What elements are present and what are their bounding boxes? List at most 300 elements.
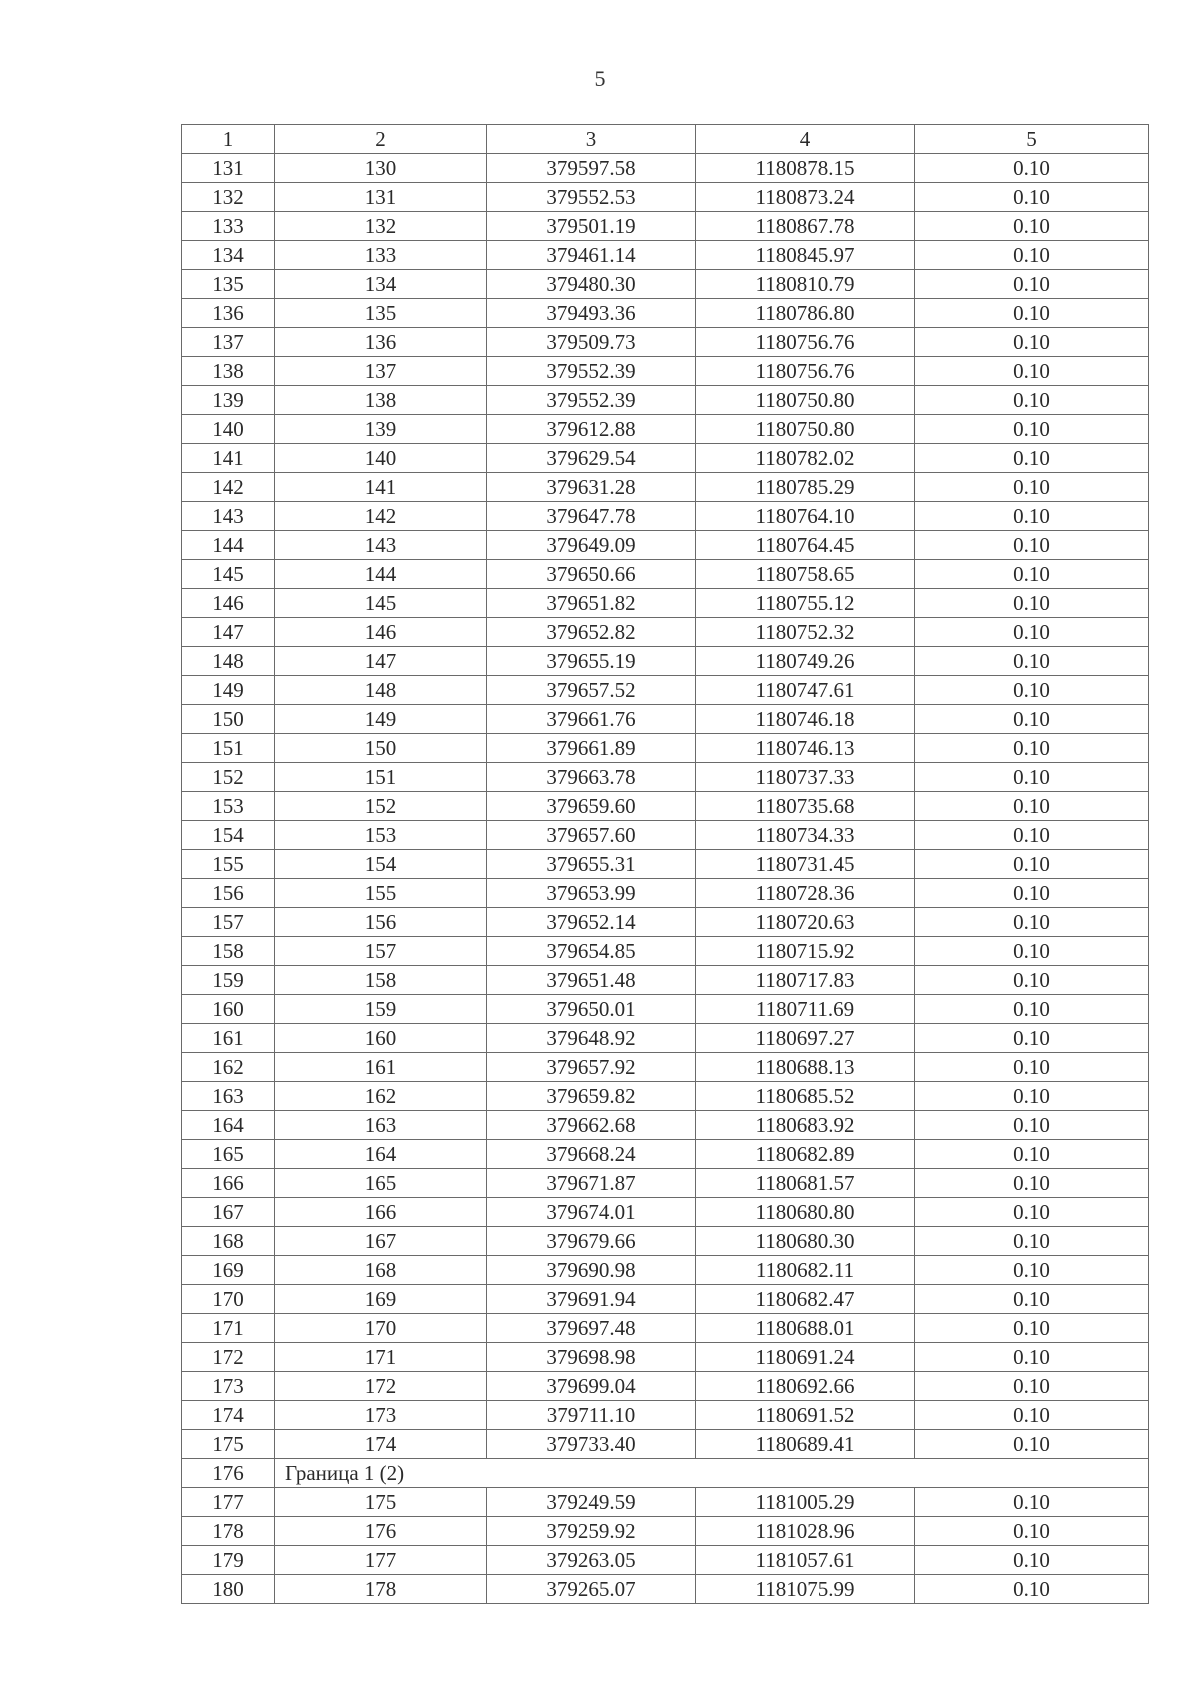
table-row xyxy=(182,1198,1149,1227)
table-cell: 379629.54 xyxy=(487,444,696,473)
table-cell: 0.10 xyxy=(915,937,1149,966)
table-cell: 0.10 xyxy=(915,1488,1149,1517)
table-row xyxy=(182,734,1149,763)
table-cell: 1180747.61 xyxy=(696,676,915,705)
table-cell: 1180737.33 xyxy=(696,763,915,792)
table-cell: 166 xyxy=(275,1198,487,1227)
table-cell: 136 xyxy=(182,299,275,328)
table-cell: 0.10 xyxy=(915,792,1149,821)
table-cell: 165 xyxy=(182,1140,275,1169)
table-cell: 0.10 xyxy=(915,328,1149,357)
table-row xyxy=(182,618,1149,647)
table-cell: 135 xyxy=(275,299,487,328)
table-cell: 0.10 xyxy=(915,1285,1149,1314)
table-cell: 173 xyxy=(275,1401,487,1430)
table-cell: 379263.05 xyxy=(487,1546,696,1575)
table-cell: 379480.30 xyxy=(487,270,696,299)
table-cell: 0.10 xyxy=(915,386,1149,415)
table-row xyxy=(182,937,1149,966)
table-cell: 169 xyxy=(275,1285,487,1314)
table-cell: 0.10 xyxy=(915,1256,1149,1285)
table-cell: 0.10 xyxy=(915,1169,1149,1198)
table-cell: 0.10 xyxy=(915,1082,1149,1111)
table-row xyxy=(182,299,1149,328)
table-cell: 1180682.11 xyxy=(696,1256,915,1285)
table-cell: 158 xyxy=(275,966,487,995)
table-cell: 1180756.76 xyxy=(696,357,915,386)
table-cell: 1180750.80 xyxy=(696,386,915,415)
table-cell: 1180756.76 xyxy=(696,328,915,357)
table-cell: 138 xyxy=(275,386,487,415)
table-row xyxy=(182,560,1149,589)
table-cell: 140 xyxy=(275,444,487,473)
table-cell: 156 xyxy=(182,879,275,908)
table-cell: 147 xyxy=(275,647,487,676)
header-cell: 4 xyxy=(696,125,915,154)
table-cell: 379552.39 xyxy=(487,386,696,415)
table-cell: 172 xyxy=(182,1343,275,1372)
table-cell: 379501.19 xyxy=(487,212,696,241)
table-cell: 379631.28 xyxy=(487,473,696,502)
table-row xyxy=(182,1256,1149,1285)
table-cell: 379657.52 xyxy=(487,676,696,705)
table-cell: 0.10 xyxy=(915,1140,1149,1169)
table-cell: 170 xyxy=(275,1314,487,1343)
table-cell: 379249.59 xyxy=(487,1488,696,1517)
table-cell: 1180785.29 xyxy=(696,473,915,502)
table-cell: 379671.87 xyxy=(487,1169,696,1198)
table-cell: 1181075.99 xyxy=(696,1575,915,1604)
table-cell: 379651.82 xyxy=(487,589,696,618)
table-cell: 379265.07 xyxy=(487,1575,696,1604)
table-cell: 379650.01 xyxy=(487,995,696,1024)
table-cell: 161 xyxy=(275,1053,487,1082)
table-cell: 137 xyxy=(275,357,487,386)
table-cell: 0.10 xyxy=(915,1111,1149,1140)
table-cell: 168 xyxy=(275,1256,487,1285)
table-row xyxy=(182,1082,1149,1111)
table-cell: 0.10 xyxy=(915,647,1149,676)
table-cell: 152 xyxy=(275,792,487,821)
table-cell: 160 xyxy=(275,1024,487,1053)
table-cell: 379259.92 xyxy=(487,1517,696,1546)
table-row xyxy=(182,850,1149,879)
table-cell: 136 xyxy=(275,328,487,357)
table-cell: 132 xyxy=(275,212,487,241)
table-cell: 1180692.66 xyxy=(696,1372,915,1401)
table-cell: 1180720.63 xyxy=(696,908,915,937)
table-cell: 379668.24 xyxy=(487,1140,696,1169)
table-cell: 154 xyxy=(182,821,275,850)
table-cell: 1180682.89 xyxy=(696,1140,915,1169)
table-cell: 0.10 xyxy=(915,1575,1149,1604)
table-cell: 1181057.61 xyxy=(696,1546,915,1575)
table-cell: 171 xyxy=(182,1314,275,1343)
table-cell: 151 xyxy=(182,734,275,763)
table-cell: 170 xyxy=(182,1285,275,1314)
table-cell: 166 xyxy=(182,1169,275,1198)
table-cell: 379654.85 xyxy=(487,937,696,966)
table-cell: 0.10 xyxy=(915,1227,1149,1256)
table-cell: 0.10 xyxy=(915,908,1149,937)
table-cell: 0.10 xyxy=(915,212,1149,241)
table-row xyxy=(182,792,1149,821)
table-cell: 379691.94 xyxy=(487,1285,696,1314)
table-cell: 1180764.45 xyxy=(696,531,915,560)
coordinates-table xyxy=(181,124,1149,1604)
table-cell: 0.10 xyxy=(915,444,1149,473)
table-cell: 379597.58 xyxy=(487,154,696,183)
table-cell: 379661.89 xyxy=(487,734,696,763)
table-cell: 152 xyxy=(182,763,275,792)
table-row xyxy=(182,1517,1149,1546)
table-cell: 147 xyxy=(182,618,275,647)
table-row xyxy=(182,1024,1149,1053)
table-cell: 145 xyxy=(182,560,275,589)
table-row xyxy=(182,1343,1149,1372)
table-cell: 173 xyxy=(182,1372,275,1401)
table-cell: 154 xyxy=(275,850,487,879)
table-cell: 1180685.52 xyxy=(696,1082,915,1111)
table-cell: 176 xyxy=(182,1459,275,1488)
table-cell: 0.10 xyxy=(915,183,1149,212)
table-cell: 379612.88 xyxy=(487,415,696,444)
table-cell: 177 xyxy=(182,1488,275,1517)
table-row xyxy=(182,647,1149,676)
table-cell: 1180746.13 xyxy=(696,734,915,763)
table-cell: 163 xyxy=(182,1082,275,1111)
table-cell: 0.10 xyxy=(915,1314,1149,1343)
table-cell: 379648.92 xyxy=(487,1024,696,1053)
table-cell: 141 xyxy=(275,473,487,502)
table-cell: 1180746.18 xyxy=(696,705,915,734)
table-cell: 140 xyxy=(182,415,275,444)
table-cell: 0.10 xyxy=(915,1053,1149,1082)
table-cell: 143 xyxy=(182,502,275,531)
table-row xyxy=(182,444,1149,473)
table-row xyxy=(182,1488,1149,1517)
table-cell: 0.10 xyxy=(915,995,1149,1024)
table-cell: 379657.92 xyxy=(487,1053,696,1082)
table-cell: 1180691.24 xyxy=(696,1343,915,1372)
table-cell: 143 xyxy=(275,531,487,560)
table-cell: 379552.39 xyxy=(487,357,696,386)
table-cell: 164 xyxy=(275,1140,487,1169)
table-cell: 0.10 xyxy=(915,560,1149,589)
table-body xyxy=(182,154,1149,1604)
table-row xyxy=(182,1111,1149,1140)
table-cell: 162 xyxy=(275,1082,487,1111)
table-cell: 379662.68 xyxy=(487,1111,696,1140)
table-cell: 0.10 xyxy=(915,473,1149,502)
table-row xyxy=(182,415,1149,444)
table-cell: 1180681.57 xyxy=(696,1169,915,1198)
header-cell: 5 xyxy=(915,125,1149,154)
header-cell: 2 xyxy=(275,125,487,154)
table-cell: 156 xyxy=(275,908,487,937)
table-cell: 1181028.96 xyxy=(696,1517,915,1546)
table-cell: 0.10 xyxy=(915,850,1149,879)
table-row xyxy=(182,1575,1149,1604)
table-cell: 0.10 xyxy=(915,270,1149,299)
table-cell: 379552.53 xyxy=(487,183,696,212)
table-row xyxy=(182,473,1149,502)
table-cell: 175 xyxy=(182,1430,275,1459)
table-cell: 379655.19 xyxy=(487,647,696,676)
table-cell: 1180782.02 xyxy=(696,444,915,473)
table-cell: 179 xyxy=(182,1546,275,1575)
table-cell: 168 xyxy=(182,1227,275,1256)
table-cell: 0.10 xyxy=(915,1517,1149,1546)
table-cell: 160 xyxy=(182,995,275,1024)
table-cell: 0.10 xyxy=(915,415,1149,444)
table-cell: 0.10 xyxy=(915,1343,1149,1372)
table-row xyxy=(182,531,1149,560)
table-row xyxy=(182,966,1149,995)
table-cell: 1180680.30 xyxy=(696,1227,915,1256)
table-row xyxy=(182,502,1149,531)
table-row xyxy=(182,1285,1149,1314)
table-cell: 148 xyxy=(275,676,487,705)
table-cell: 135 xyxy=(182,270,275,299)
table-cell: 0.10 xyxy=(915,357,1149,386)
table-cell: 379699.04 xyxy=(487,1372,696,1401)
table-cell: 145 xyxy=(275,589,487,618)
table-cell: 379698.98 xyxy=(487,1343,696,1372)
table-cell: 131 xyxy=(182,154,275,183)
table-cell: 1180873.24 xyxy=(696,183,915,212)
table-cell: 0.10 xyxy=(915,1198,1149,1227)
table-cell: 155 xyxy=(182,850,275,879)
table-cell: 139 xyxy=(182,386,275,415)
table-row xyxy=(182,995,1149,1024)
table-cell: 1180731.45 xyxy=(696,850,915,879)
table-row xyxy=(182,1314,1149,1343)
section-label: Граница 1 (2) xyxy=(275,1459,1149,1488)
table-row xyxy=(182,1546,1149,1575)
table-cell: 141 xyxy=(182,444,275,473)
table-cell: 153 xyxy=(182,792,275,821)
table-cell: 379657.60 xyxy=(487,821,696,850)
table-cell: 142 xyxy=(275,502,487,531)
table-cell: 0.10 xyxy=(915,966,1149,995)
table-cell: 155 xyxy=(275,879,487,908)
table-cell: 1180715.92 xyxy=(696,937,915,966)
table-cell: 379653.99 xyxy=(487,879,696,908)
table-cell: 161 xyxy=(182,1024,275,1053)
table-cell: 144 xyxy=(275,560,487,589)
table-cell: 0.10 xyxy=(915,763,1149,792)
table-cell: 171 xyxy=(275,1343,487,1372)
table-cell: 137 xyxy=(182,328,275,357)
table-cell: 174 xyxy=(182,1401,275,1430)
table-cell: 162 xyxy=(182,1053,275,1082)
table-cell: 379461.14 xyxy=(487,241,696,270)
table-cell: 1181005.29 xyxy=(696,1488,915,1517)
table-row xyxy=(182,1227,1149,1256)
table-row xyxy=(182,821,1149,850)
table-cell: 379647.78 xyxy=(487,502,696,531)
table-cell: 177 xyxy=(275,1546,487,1575)
table-cell: 1180689.41 xyxy=(696,1430,915,1459)
table-cell: 139 xyxy=(275,415,487,444)
table-cell: 379663.78 xyxy=(487,763,696,792)
table-cell: 1180749.26 xyxy=(696,647,915,676)
table-row xyxy=(182,879,1149,908)
table-cell: 379661.76 xyxy=(487,705,696,734)
section-row xyxy=(182,1459,1149,1488)
table-cell: 1180688.01 xyxy=(696,1314,915,1343)
table-cell: 163 xyxy=(275,1111,487,1140)
table-cell: 142 xyxy=(182,473,275,502)
table-cell: 0.10 xyxy=(915,589,1149,618)
table-cell: 131 xyxy=(275,183,487,212)
table-cell: 157 xyxy=(275,937,487,966)
table-row xyxy=(182,763,1149,792)
table-cell: 133 xyxy=(275,241,487,270)
table-cell: 149 xyxy=(182,676,275,705)
table-cell: 0.10 xyxy=(915,1024,1149,1053)
table-cell: 379674.01 xyxy=(487,1198,696,1227)
table-cell: 165 xyxy=(275,1169,487,1198)
table-cell: 0.10 xyxy=(915,502,1149,531)
table-row xyxy=(182,270,1149,299)
table-cell: 379652.14 xyxy=(487,908,696,937)
table-cell: 164 xyxy=(182,1111,275,1140)
table-cell: 132 xyxy=(182,183,275,212)
table-cell: 157 xyxy=(182,908,275,937)
table-row xyxy=(182,676,1149,705)
table-cell: 0.10 xyxy=(915,676,1149,705)
table-cell: 174 xyxy=(275,1430,487,1459)
table-cell: 151 xyxy=(275,763,487,792)
table-cell: 1180717.83 xyxy=(696,966,915,995)
table-cell: 0.10 xyxy=(915,1430,1149,1459)
table-cell: 379651.48 xyxy=(487,966,696,995)
table-cell: 138 xyxy=(182,357,275,386)
table-row xyxy=(182,1169,1149,1198)
table-cell: 0.10 xyxy=(915,299,1149,328)
table-cell: 379679.66 xyxy=(487,1227,696,1256)
table-cell: 1180867.78 xyxy=(696,212,915,241)
table-row xyxy=(182,183,1149,212)
table-cell: 169 xyxy=(182,1256,275,1285)
table-cell: 130 xyxy=(275,154,487,183)
table-row xyxy=(182,908,1149,937)
table-cell: 379697.48 xyxy=(487,1314,696,1343)
table-cell: 144 xyxy=(182,531,275,560)
table-row xyxy=(182,154,1149,183)
table-cell: 1180786.80 xyxy=(696,299,915,328)
table-cell: 0.10 xyxy=(915,734,1149,763)
table-cell: 1180845.97 xyxy=(696,241,915,270)
table-cell: 1180680.80 xyxy=(696,1198,915,1227)
table-cell: 379509.73 xyxy=(487,328,696,357)
table-row xyxy=(182,386,1149,415)
table-cell: 1180764.10 xyxy=(696,502,915,531)
table-cell: 1180697.27 xyxy=(696,1024,915,1053)
table-cell: 158 xyxy=(182,937,275,966)
table-row xyxy=(182,357,1149,386)
table-cell: 153 xyxy=(275,821,487,850)
table-cell: 133 xyxy=(182,212,275,241)
table-row xyxy=(182,1401,1149,1430)
table-cell: 159 xyxy=(275,995,487,1024)
table-row xyxy=(182,212,1149,241)
page-number: 5 xyxy=(594,66,606,91)
table-cell: 1180728.36 xyxy=(696,879,915,908)
table-cell: 178 xyxy=(182,1517,275,1546)
table-cell: 0.10 xyxy=(915,154,1149,183)
table-row xyxy=(182,1372,1149,1401)
table-row xyxy=(182,241,1149,270)
table-cell: 1180752.32 xyxy=(696,618,915,647)
table-row xyxy=(182,328,1149,357)
table-cell: 379650.66 xyxy=(487,560,696,589)
table-cell: 0.10 xyxy=(915,531,1149,560)
table-cell: 379649.09 xyxy=(487,531,696,560)
table-cell: 150 xyxy=(275,734,487,763)
table-cell: 379655.31 xyxy=(487,850,696,879)
table-row xyxy=(182,705,1149,734)
table-cell: 379652.82 xyxy=(487,618,696,647)
table-cell: 167 xyxy=(275,1227,487,1256)
table-cell: 146 xyxy=(182,589,275,618)
table-cell: 1180691.52 xyxy=(696,1401,915,1430)
table-cell: 0.10 xyxy=(915,879,1149,908)
table-cell: 379493.36 xyxy=(487,299,696,328)
table-cell: 1180688.13 xyxy=(696,1053,915,1082)
table-cell: 1180711.69 xyxy=(696,995,915,1024)
table-cell: 175 xyxy=(275,1488,487,1517)
table-cell: 379733.40 xyxy=(487,1430,696,1459)
header-cell: 1 xyxy=(182,125,275,154)
table-cell: 379659.82 xyxy=(487,1082,696,1111)
table-cell: 1180734.33 xyxy=(696,821,915,850)
table-cell: 172 xyxy=(275,1372,487,1401)
table-cell: 0.10 xyxy=(915,618,1149,647)
table-cell: 134 xyxy=(275,270,487,299)
table-cell: 150 xyxy=(182,705,275,734)
table-cell: 134 xyxy=(182,241,275,270)
table-cell: 0.10 xyxy=(915,1401,1149,1430)
table-cell: 176 xyxy=(275,1517,487,1546)
table-cell: 0.10 xyxy=(915,821,1149,850)
table-cell: 1180878.15 xyxy=(696,154,915,183)
table-cell: 167 xyxy=(182,1198,275,1227)
table-cell: 1180683.92 xyxy=(696,1111,915,1140)
table-cell: 0.10 xyxy=(915,1372,1149,1401)
table-cell: 1180755.12 xyxy=(696,589,915,618)
table-cell: 0.10 xyxy=(915,1546,1149,1575)
table-cell: 1180682.47 xyxy=(696,1285,915,1314)
table-cell: 178 xyxy=(275,1575,487,1604)
table-cell: 379690.98 xyxy=(487,1256,696,1285)
table-row xyxy=(182,1430,1149,1459)
table-cell: 1180810.79 xyxy=(696,270,915,299)
table-cell: 379659.60 xyxy=(487,792,696,821)
table-cell: 379711.10 xyxy=(487,1401,696,1430)
header-row xyxy=(182,125,1149,154)
table-cell: 1180735.68 xyxy=(696,792,915,821)
table-row xyxy=(182,1140,1149,1169)
table-cell: 1180758.65 xyxy=(696,560,915,589)
table-cell: 180 xyxy=(182,1575,275,1604)
table-cell: 0.10 xyxy=(915,241,1149,270)
table-cell: 159 xyxy=(182,966,275,995)
table-header xyxy=(182,125,1149,154)
table-cell: 0.10 xyxy=(915,705,1149,734)
